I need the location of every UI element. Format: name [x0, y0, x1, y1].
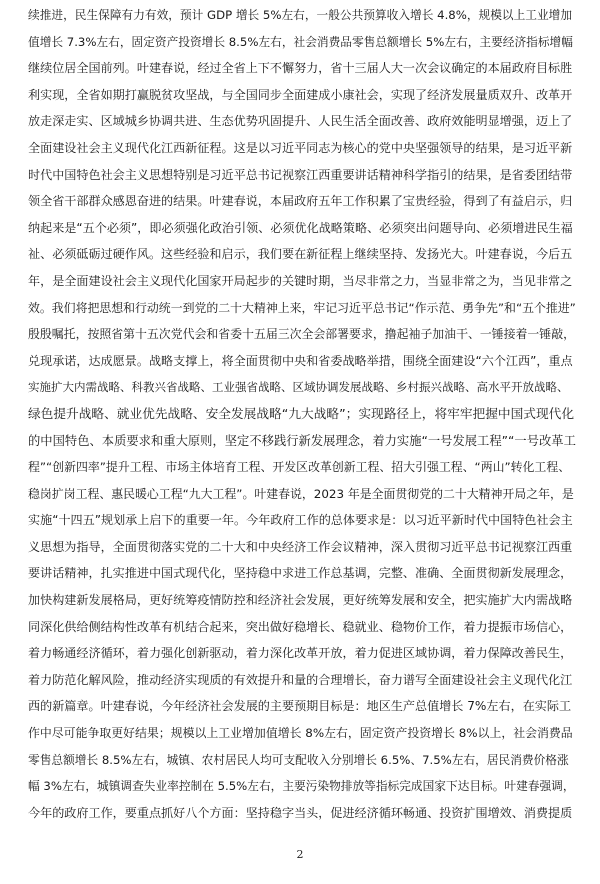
text-line: 全面建设社会主义现代化江西新征程。这是以习近平同志为核心的党中央坚强领导的结果，是习近平新	[28, 140, 573, 155]
text-line: 祉、必须砥砺过硬作风。这些经验和启示，我们要在新征程上继续坚持、发扬光大。叶建春说，今后五	[28, 247, 573, 262]
text-line: 续推进，民生保障有力有效，预计 GDP 增长 5%左右，一般公共预算收入增长 4.8%，规模以上工业增加	[28, 8, 573, 22]
text-line: 义思想为指导，全面贯彻落实党的二十大和中央经济工作会议精神，深入贯彻习近平总书记视察江西重	[28, 539, 573, 554]
text-line: 值增长 7.3%左右，固定资产投资增长 8.5%左右，社会消费品零售总额增长 5%左右，主要经济指标增幅	[28, 34, 573, 49]
text-line: 绿色提升战略、就业优先战略、安全发展战略“九大战略”；实现路径上，将牢牢把握中国式现代化	[28, 405, 575, 421]
text-line: 零售总额增长 8.5%左右，城镇、农村居民人均可支配收入分别增长 6.5%、7.5%左右，居民消费价格涨	[28, 752, 569, 767]
text-line: 程”“创新四率”提升工程、市场主体培育工程、开发区改革创新工程、招大引强工程、“两山”转化工程、	[28, 460, 571, 475]
text-line: 殷殷嘱托，按照省第十五次党代会和省委十五届三次全会部署要求，撸起袖子加油干、一锤接着一锤敲，	[28, 327, 575, 342]
text-line: 继续位居全国前列。叶建春说，经过全省上下不懈努力，省十三届人大一次会议确定的本届政府目标胜	[28, 61, 573, 76]
text-line: 纳起来是“五个必须”，即必须强化政治引领、必须优化战略策略、必须突出问题导向、必须增进民生福	[28, 220, 573, 235]
text-line: 西的新篇章。叶建春说，今年经济社会发展的主要预期目标是：地区生产总值增长 7%左右，在实际工	[28, 699, 572, 714]
text-line: 加快构建新发展格局，更好统筹疫情防控和经济社会发展，更好统筹发展和安全，把实施扩大内需战略	[28, 593, 573, 608]
text-line: 实施扩大内需战略、科教兴省战略、工业强省战略、区域协调发展战略、乡村振兴战略、高水平开放战略、	[28, 380, 569, 395]
text-line: 同深化供给侧结构性改革有机结合起来，突出做好稳增长、稳就业、稳物价工作，着力提振市场信心，	[28, 619, 573, 634]
text-line: 着力畅通经济循环，着力强化创新驱动，着力深化改革开放，着力促进区域协调，着力保障改善民生，	[28, 646, 573, 661]
text-line: 领全省干部群众感恩奋进的结果。叶建春说，本届政府五年工作积累了宝贵经验，得到了有益启示，归	[28, 194, 573, 209]
text-line: 要讲话精神，扎实推进中国式现代化，坚持稳中求进工作总基调，完整、准确、全面贯彻新发展理念，	[28, 566, 573, 581]
text-line: 兑现承诺，达成愿景。战略支撑上，将全面贯彻中央和省委战略举措，围绕全面建设“六个江西”，重点	[28, 353, 573, 368]
text-line: 的中国特色、本质要求和重大原则，坚定不移践行新发展理念，着力实施“一号发展工程”“一号改革工	[28, 433, 576, 448]
text-line: 利实现，全省如期打赢脱贫攻坚战，与全国同步全面建成小康社会，实现了经济发展量质双升、改革开	[28, 87, 573, 102]
text-line: 幅 3%左右，城镇调查失业率控制在 5.5%左右，主要污染物排放等指标完成国家下达目标。叶建春强调，	[28, 779, 575, 794]
text-line: 作中尽可能争取更好结果；规模以上工业增加值增长 8%左右，固定资产投资增长 8%以上，社会消费品	[28, 726, 573, 741]
text-line: 效。我们将把思想和行动统一到党的二十大精神上来，牢记习近平总书记“作示范、勇争先”和“五个推进”	[28, 300, 576, 315]
body-text	[28, 2, 576, 826]
text-line: 年，是全面建设社会主义现代化国家开局起步的关键时期，当尽非常之力，当显非常之为，当见非常之	[28, 273, 573, 288]
page-number: 2	[296, 848, 304, 861]
text-line: 时代中国特色社会主义思想特别是习近平总书记视察江西重要讲话精神科学指引的结果，是省委团结带	[28, 167, 573, 182]
text-line: 稳岗扩岗工程、惠民暖心工程“九大工程”。叶建春说，2023 年是全面贯彻党的二十大精神开局之年，是	[28, 486, 574, 501]
text-line: 实施“十四五”规划承上启下的重要一年。今年政府工作的总体要求是：以习近平新时代中国特色社会主	[28, 513, 573, 528]
text-line: 今年的政府工作，要重点抓好八个方面：坚持稳字当头，促进经济循环畅通、投资扩围增效、消费提质	[28, 805, 573, 820]
text-line: 放走深走实、区域城乡协调共进、生态优势巩固提升、人民生活全面改善、政府效能明显增强，迈上了	[28, 114, 573, 129]
text-line: 着力防范化解风险，推动经济实现质的有效提升和量的合理增长，奋力谱写全面建设社会主义现代化江	[28, 672, 573, 687]
